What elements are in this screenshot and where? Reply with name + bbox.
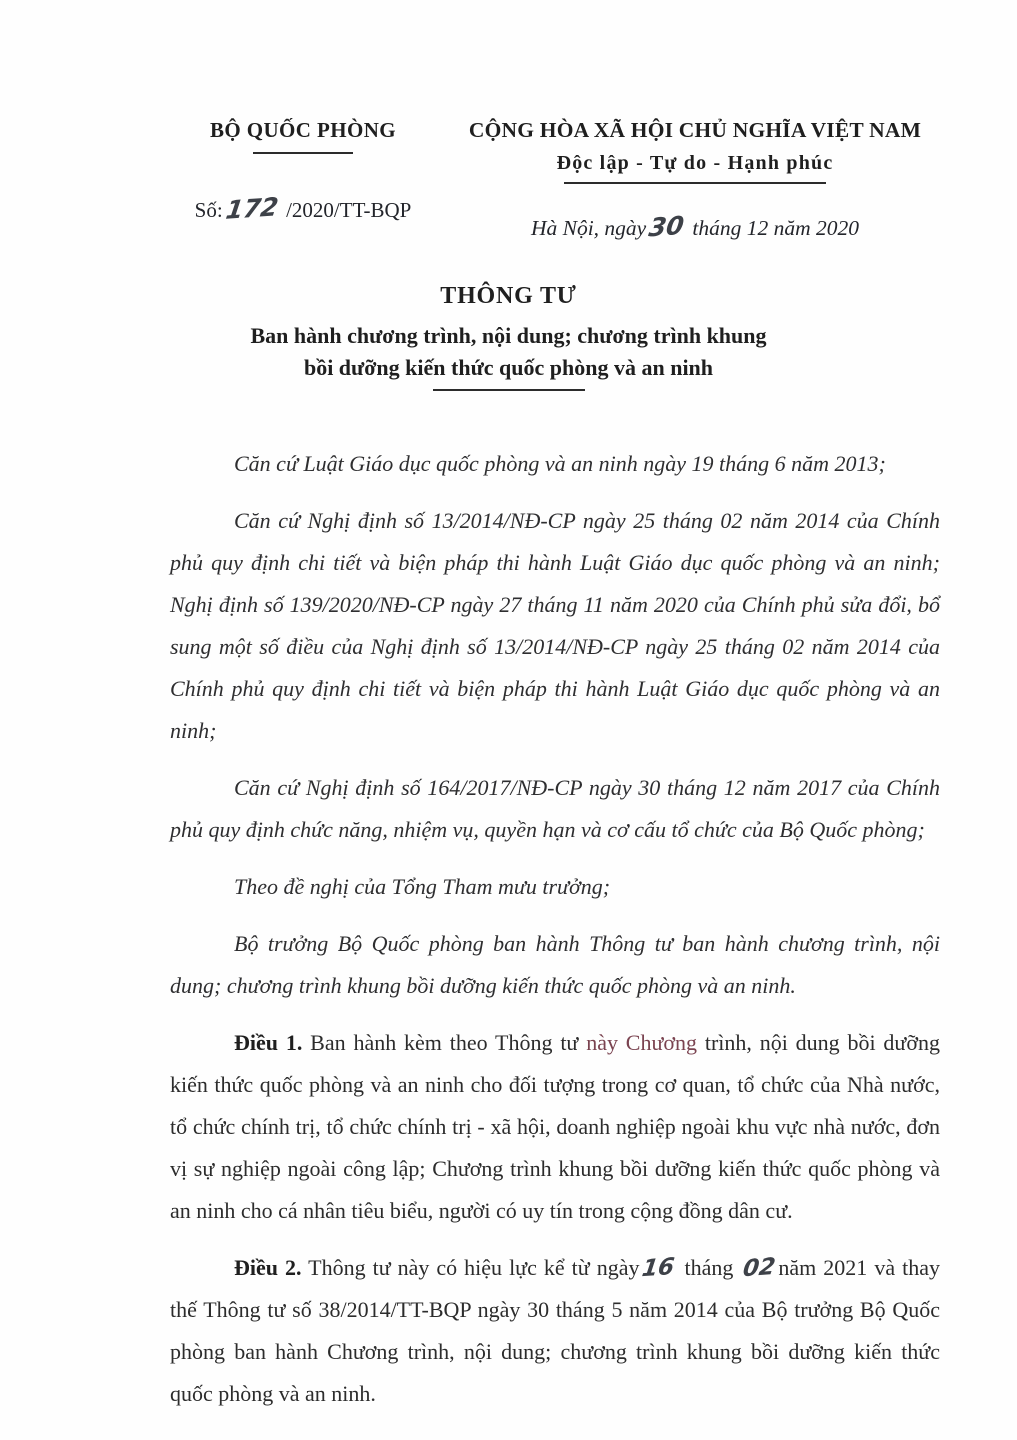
title-subject-line2: bồi dưỡng kiến thức quốc phòng và an ninh [303,355,714,380]
doc-number-line [183,192,423,225]
preamble-paragraph: Căn cứ Luật Giáo dục quốc phòng và an ninh ngày 19 tháng 6 năm 2013; [234,451,886,476]
effective-month-handwritten: 02 [741,1253,778,1283]
preamble-paragraph: Theo đề nghị của Tổng Tham mưu trưởng; [234,874,611,899]
issuer-underline [253,152,353,154]
doc-number-handwritten: 172 [223,192,280,225]
doc-number-suffix: /2020/TT-BQP [280,198,412,222]
article-2-text-mid: tháng [677,1255,741,1280]
preamble-paragraph: Căn cứ Nghị định số 164/2017/NĐ-CP ngày 30 tháng 12 năm 2017 của Chính phủ quy định chức năng, nhiệm vụ, quyền hạn và cơ cấu tổ chức của Bộ Quốc phòng; [170,775,940,842]
article-1-highlighted-words: này Chương [586,1030,698,1055]
preamble-paragraph: Bộ trưởng Bộ Quốc phòng ban hành Thông tư ban hành chương trình, nội dung; chương trình khung bồi dưỡng kiến thức quốc phòng và an ninh. [170,931,940,998]
article-2-paragraph [170,1247,940,1415]
issuer-name: BỘ QUỐC PHÒNG [209,118,397,142]
place-date-post: tháng 12 năm 2020 [687,216,860,240]
national-title: CỘNG HÒA XÃ HỘI CHỦ NGHĨA VIỆT NAM [468,118,922,142]
article-2-label: Điều 2. [234,1255,302,1280]
issuer-block [183,118,423,223]
title-underline [433,389,585,391]
place-date-pre: Hà Nội, ngày [530,216,647,240]
preamble-paragraph: Căn cứ Nghị định số 13/2014/NĐ-CP ngày 25 tháng 02 năm 2014 của Chính phủ quy định chi tiết và biện pháp thi hành Luật Giáo dục quốc phòng và an ninh; Nghị định số 139/2020/NĐ-CP ngày 27 tháng 11 năm 2020 của Chính phủ sửa đổi, bổ sung một số điều của Nghị định số 13/2014/NĐ-CP ngày 25 tháng 02 năm 2014 của Chính phủ quy định chi tiết và biện pháp thi hành Luật Giáo dục quốc phòng và an ninh; [170,508,940,743]
motto-underline [564,182,826,184]
document-body [170,443,940,1430]
article-1-text-post: trình, nội dung bồi dưỡng kiến thức quốc phòng và an ninh cho đối tượng trong cơ quan, tổ chức của Nhà nước, tổ chức chính trị, tổ chức chính trị - xã hội, doanh nghiệp ngoài khu vực nhà nước, đơn vị sự nghiệp ngoài công lập; Chương trình khung bồi dưỡng kiến thức quốc phòng và an ninh cho cá nhân tiêu biểu, người có uy tín trong cộng đồng dân cư. [170,1030,940,1223]
national-motto: Độc lập - Tự do - Hạnh phúc [556,152,834,174]
doc-type-title: THÔNG TƯ [440,283,577,309]
title-block [0,283,1017,391]
doc-number-prefix: Số: [194,198,223,222]
article-1-paragraph [170,1022,940,1232]
effective-day-handwritten: 16 [640,1253,677,1283]
article-1-label: Điều 1. [234,1030,303,1055]
national-block [455,118,935,241]
article-1-text-pre: Ban hành kèm theo Thông tư [302,1030,587,1055]
date-day-handwritten: 30 [647,210,687,243]
article-2-text-post: năm 2021 và thay thế Thông tư số 38/2014/TT-BQP ngày 30 tháng 5 năm 2014 của Bộ trưởng Bộ Quốc phòng ban hành Chương trình, nội dung; chương trình khung bồi dưỡng kiến thức quốc phòng và an ninh. [170,1255,940,1406]
article-2-text-pre: Thông tư này có hiệu lực kể từ ngày [301,1255,640,1280]
title-subject-line1: Ban hành chương trình, nội dung; chương trình khung [250,323,767,348]
place-date-line [455,210,935,243]
